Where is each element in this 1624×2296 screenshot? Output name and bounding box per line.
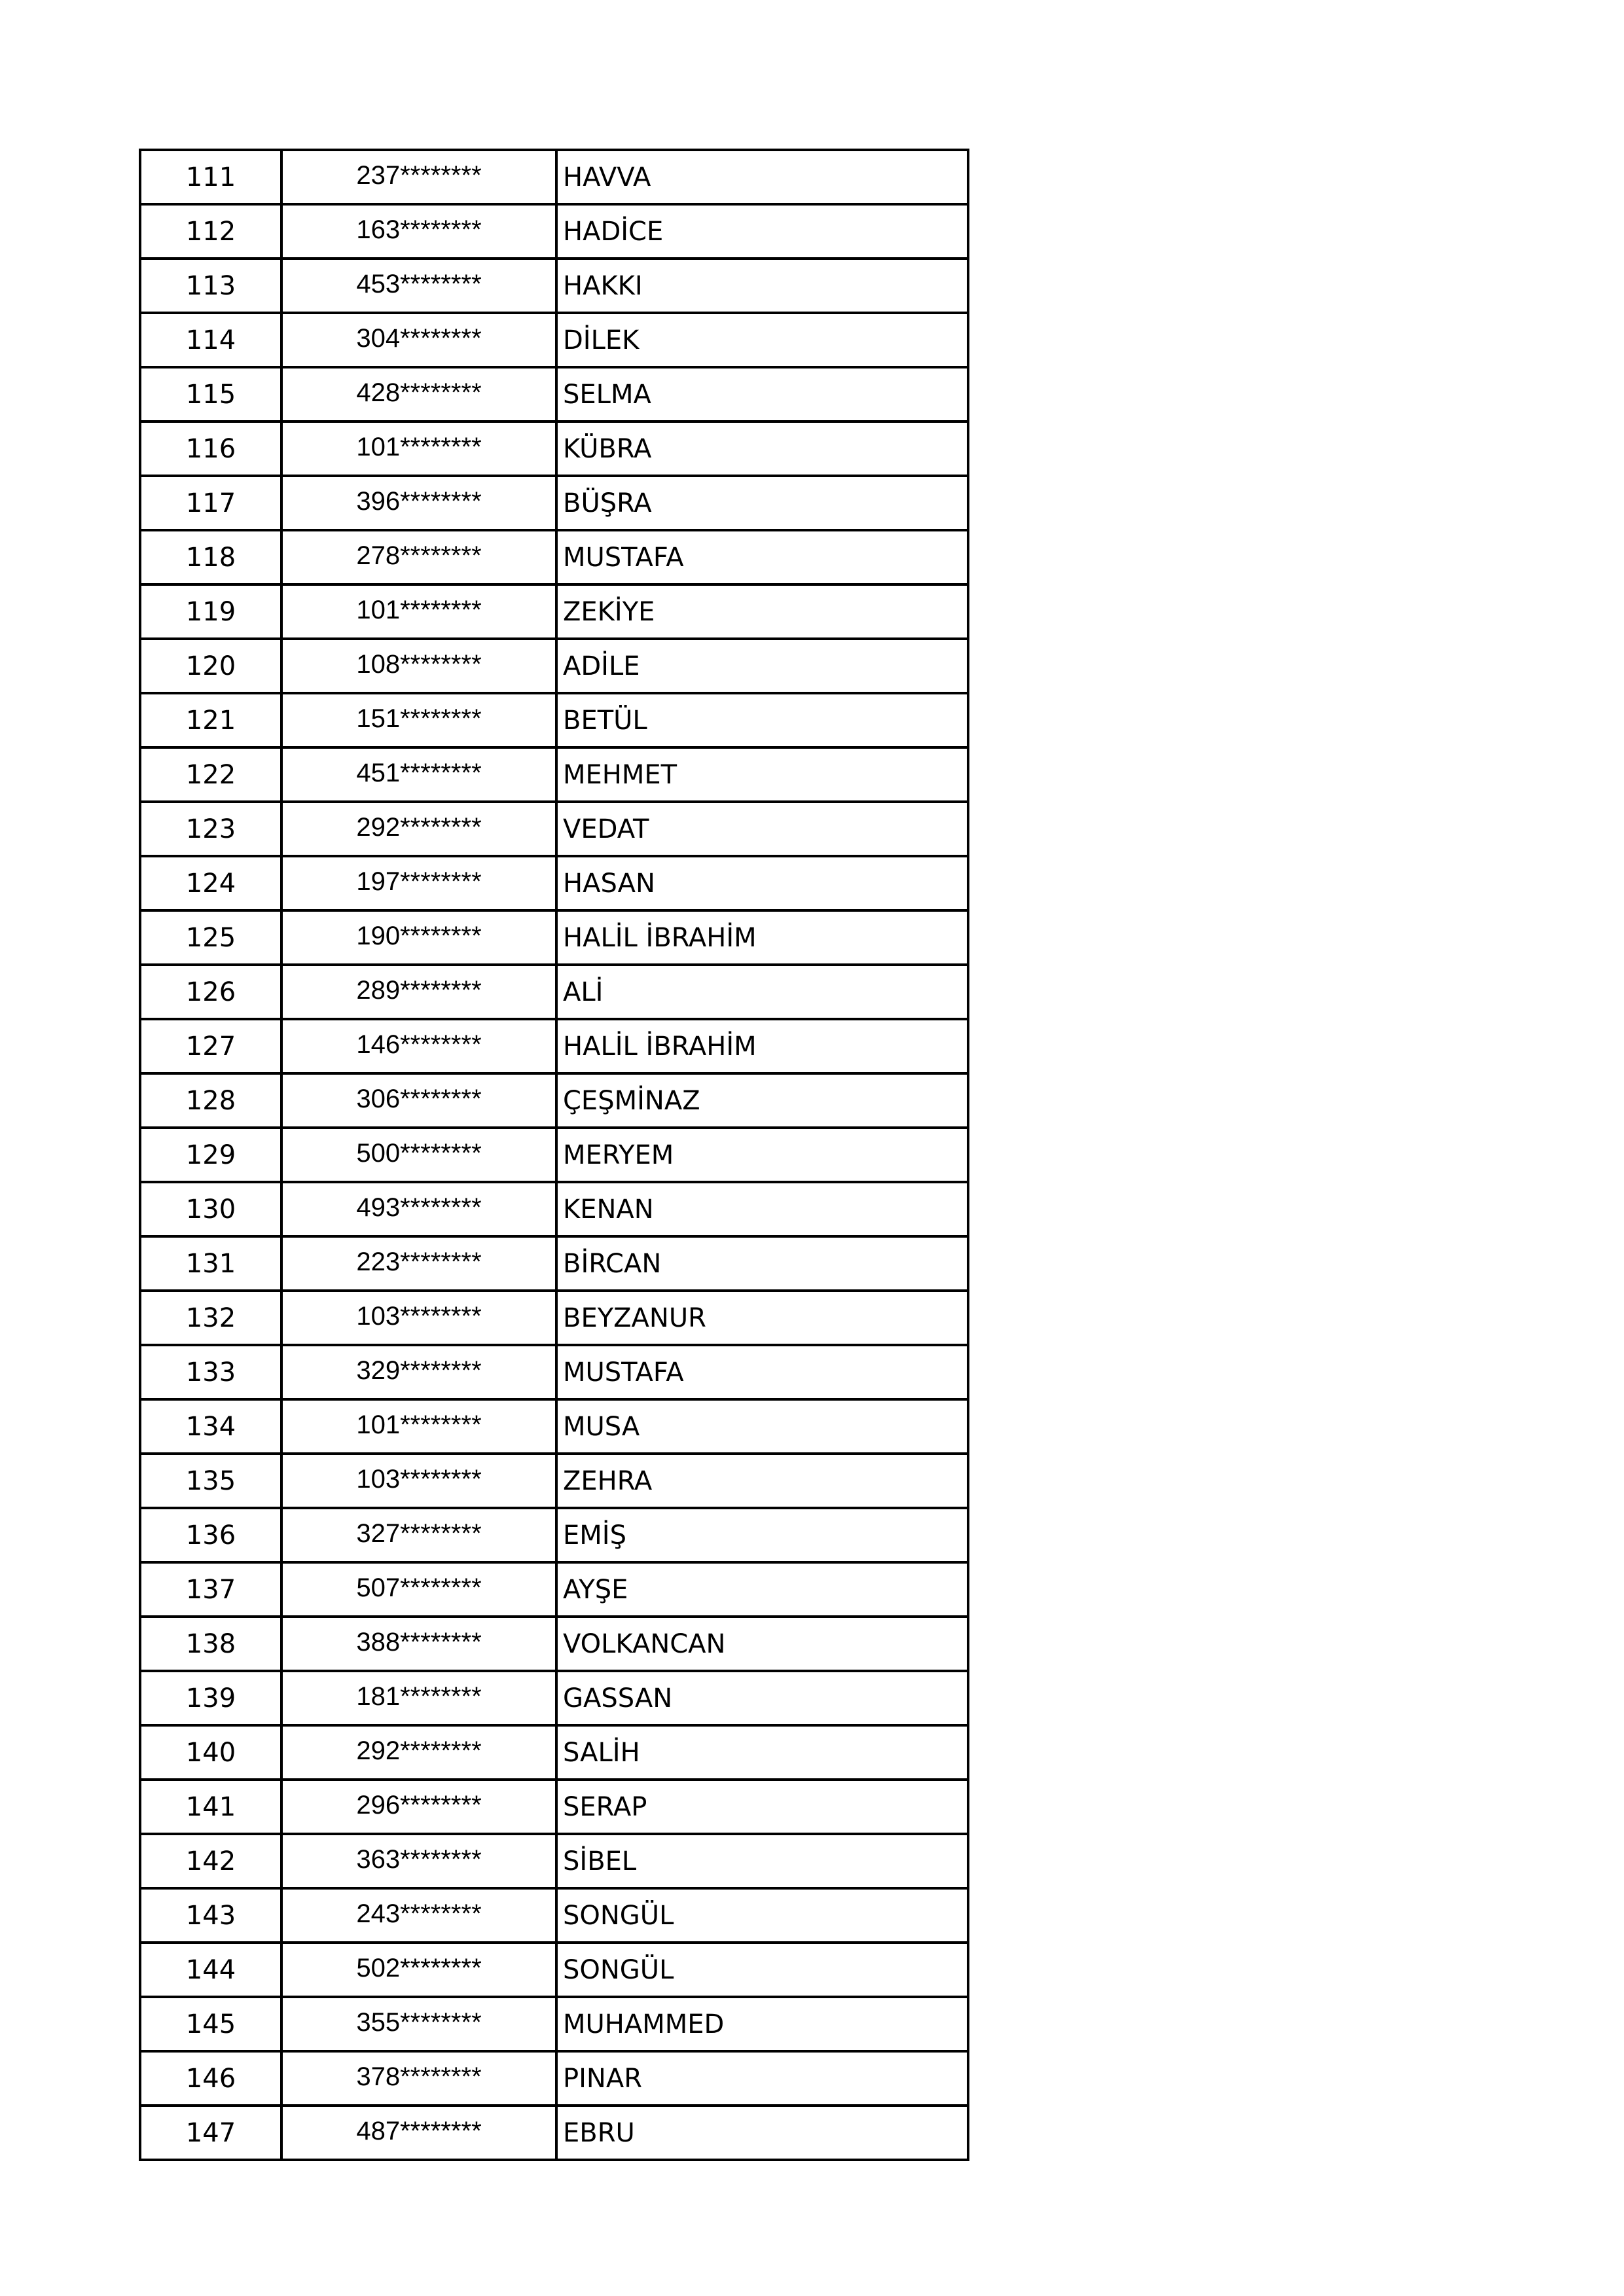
row-number-cell: 117 [140, 476, 281, 530]
masked-id-cell: 190******** [281, 910, 556, 965]
masked-id-cell: 487******** [281, 2106, 556, 2160]
table-row [140, 1562, 968, 1617]
table-row [140, 1508, 968, 1562]
table-row [140, 150, 968, 204]
row-number-cell: 122 [140, 747, 281, 802]
row-number-cell: 145 [140, 1997, 281, 2051]
row-number-cell: 138 [140, 1617, 281, 1671]
name-cell: ZEKİYE [556, 584, 968, 639]
table-row [140, 1454, 968, 1508]
masked-id-cell: 289******** [281, 965, 556, 1019]
row-number-cell: 127 [140, 1019, 281, 1073]
records-table [139, 149, 969, 2161]
name-cell: ALİ [556, 965, 968, 1019]
name-cell: SALİH [556, 1725, 968, 1780]
name-cell: AYŞE [556, 1562, 968, 1617]
name-cell: MUSA [556, 1399, 968, 1454]
row-number-cell: 111 [140, 150, 281, 204]
name-cell: KÜBRA [556, 422, 968, 476]
row-number-cell: 116 [140, 422, 281, 476]
row-number-cell: 136 [140, 1508, 281, 1562]
name-cell: SONGÜL [556, 1888, 968, 1943]
table-row [140, 2106, 968, 2160]
name-cell: MUSTAFA [556, 1345, 968, 1399]
name-cell: HAVVA [556, 150, 968, 204]
table-row [140, 313, 968, 367]
table-row [140, 856, 968, 910]
masked-id-cell: 163******** [281, 204, 556, 259]
row-number-cell: 140 [140, 1725, 281, 1780]
name-cell: HAKKI [556, 259, 968, 313]
row-number-cell: 134 [140, 1399, 281, 1454]
masked-id-cell: 292******** [281, 1725, 556, 1780]
name-cell: HALİL İBRAHİM [556, 910, 968, 965]
table-row [140, 259, 968, 313]
masked-id-cell: 363******** [281, 1834, 556, 1888]
masked-id-cell: 296******** [281, 1780, 556, 1834]
masked-id-cell: 151******** [281, 693, 556, 747]
table-row [140, 1997, 968, 2051]
table-row [140, 1943, 968, 1997]
row-number-cell: 131 [140, 1236, 281, 1291]
table-row [140, 965, 968, 1019]
name-cell: KENAN [556, 1182, 968, 1236]
table-row [140, 1888, 968, 1943]
name-cell: SİBEL [556, 1834, 968, 1888]
row-number-cell: 137 [140, 1562, 281, 1617]
name-cell: ÇEŞMİNAZ [556, 1073, 968, 1128]
masked-id-cell: 378******** [281, 2051, 556, 2106]
row-number-cell: 141 [140, 1780, 281, 1834]
masked-id-cell: 396******** [281, 476, 556, 530]
name-cell: VEDAT [556, 802, 968, 856]
row-number-cell: 114 [140, 313, 281, 367]
table-row [140, 802, 968, 856]
row-number-cell: 120 [140, 639, 281, 693]
name-cell: GASSAN [556, 1671, 968, 1725]
row-number-cell: 128 [140, 1073, 281, 1128]
masked-id-cell: 388******** [281, 1617, 556, 1671]
row-number-cell: 113 [140, 259, 281, 313]
row-number-cell: 115 [140, 367, 281, 422]
masked-id-cell: 507******** [281, 1562, 556, 1617]
row-number-cell: 130 [140, 1182, 281, 1236]
row-number-cell: 147 [140, 2106, 281, 2160]
name-cell: HALİL İBRAHİM [556, 1019, 968, 1073]
row-number-cell: 139 [140, 1671, 281, 1725]
table-row [140, 747, 968, 802]
table-row [140, 1780, 968, 1834]
table-row [140, 1725, 968, 1780]
table-row [140, 367, 968, 422]
table-row [140, 1236, 968, 1291]
records-table-body [140, 150, 968, 2160]
row-number-cell: 132 [140, 1291, 281, 1345]
row-number-cell: 143 [140, 1888, 281, 1943]
row-number-cell: 118 [140, 530, 281, 584]
masked-id-cell: 493******** [281, 1182, 556, 1236]
masked-id-cell: 355******** [281, 1997, 556, 2051]
name-cell: SONGÜL [556, 1943, 968, 1997]
table-row [140, 476, 968, 530]
masked-id-cell: 103******** [281, 1454, 556, 1508]
table-row [140, 584, 968, 639]
table-row [140, 2051, 968, 2106]
table-row [140, 1345, 968, 1399]
name-cell: VOLKANCAN [556, 1617, 968, 1671]
row-number-cell: 119 [140, 584, 281, 639]
table-row [140, 1019, 968, 1073]
masked-id-cell: 292******** [281, 802, 556, 856]
masked-id-cell: 197******** [281, 856, 556, 910]
masked-id-cell: 306******** [281, 1073, 556, 1128]
table-row [140, 639, 968, 693]
row-number-cell: 125 [140, 910, 281, 965]
masked-id-cell: 304******** [281, 313, 556, 367]
masked-id-cell: 237******** [281, 150, 556, 204]
name-cell: BÜŞRA [556, 476, 968, 530]
table-row [140, 1182, 968, 1236]
table-row [140, 693, 968, 747]
name-cell: EBRU [556, 2106, 968, 2160]
masked-id-cell: 451******** [281, 747, 556, 802]
table-row [140, 1399, 968, 1454]
table-row [140, 1671, 968, 1725]
name-cell: BİRCAN [556, 1236, 968, 1291]
row-number-cell: 112 [140, 204, 281, 259]
row-number-cell: 123 [140, 802, 281, 856]
table-row [140, 1128, 968, 1182]
masked-id-cell: 243******** [281, 1888, 556, 1943]
masked-id-cell: 278******** [281, 530, 556, 584]
masked-id-cell: 329******** [281, 1345, 556, 1399]
masked-id-cell: 502******** [281, 1943, 556, 1997]
name-cell: ZEHRA [556, 1454, 968, 1508]
table-row [140, 422, 968, 476]
table-row [140, 1073, 968, 1128]
masked-id-cell: 223******** [281, 1236, 556, 1291]
row-number-cell: 146 [140, 2051, 281, 2106]
name-cell: SELMA [556, 367, 968, 422]
name-cell: DİLEK [556, 313, 968, 367]
name-cell: SERAP [556, 1780, 968, 1834]
name-cell: MERYEM [556, 1128, 968, 1182]
name-cell: HASAN [556, 856, 968, 910]
row-number-cell: 129 [140, 1128, 281, 1182]
name-cell: BETÜL [556, 693, 968, 747]
masked-id-cell: 146******** [281, 1019, 556, 1073]
row-number-cell: 144 [140, 1943, 281, 1997]
masked-id-cell: 181******** [281, 1671, 556, 1725]
name-cell: PINAR [556, 2051, 968, 2106]
row-number-cell: 124 [140, 856, 281, 910]
masked-id-cell: 428******** [281, 367, 556, 422]
name-cell: ADİLE [556, 639, 968, 693]
table-row [140, 910, 968, 965]
name-cell: BEYZANUR [556, 1291, 968, 1345]
masked-id-cell: 101******** [281, 584, 556, 639]
masked-id-cell: 500******** [281, 1128, 556, 1182]
row-number-cell: 135 [140, 1454, 281, 1508]
masked-id-cell: 101******** [281, 422, 556, 476]
name-cell: MUSTAFA [556, 530, 968, 584]
masked-id-cell: 101******** [281, 1399, 556, 1454]
table-row [140, 1291, 968, 1345]
masked-id-cell: 103******** [281, 1291, 556, 1345]
row-number-cell: 142 [140, 1834, 281, 1888]
table-row [140, 204, 968, 259]
masked-id-cell: 327******** [281, 1508, 556, 1562]
masked-id-cell: 108******** [281, 639, 556, 693]
table-row [140, 1834, 968, 1888]
table-row [140, 1617, 968, 1671]
name-cell: HADİCE [556, 204, 968, 259]
table-row [140, 530, 968, 584]
row-number-cell: 133 [140, 1345, 281, 1399]
row-number-cell: 121 [140, 693, 281, 747]
masked-id-cell: 453******** [281, 259, 556, 313]
name-cell: EMİŞ [556, 1508, 968, 1562]
name-cell: MUHAMMED [556, 1997, 968, 2051]
name-cell: MEHMET [556, 747, 968, 802]
row-number-cell: 126 [140, 965, 281, 1019]
